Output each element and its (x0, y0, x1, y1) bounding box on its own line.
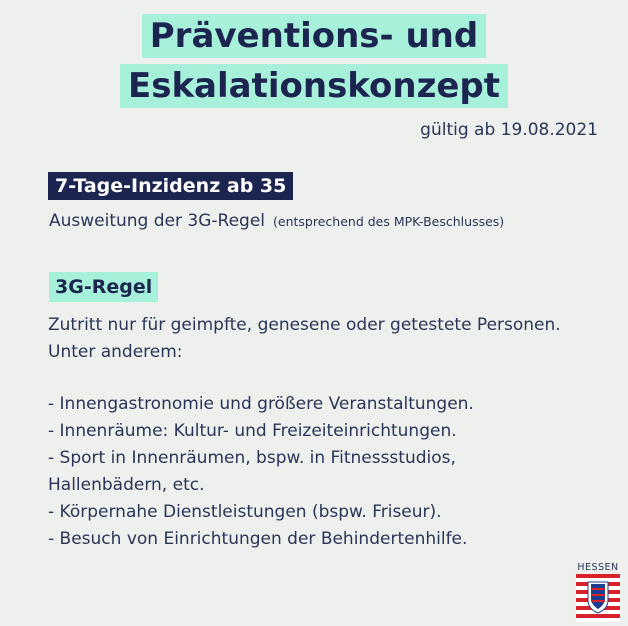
3g-intro-line-2: Unter anderem: (48, 342, 183, 362)
incidence-text (49, 211, 504, 231)
incidence-main-text: Ausweitung der 3G-Regel (49, 211, 266, 231)
3g-body (48, 312, 608, 553)
list-item: - Besuch von Einrichtungen der Behindertenhilfe. (48, 529, 468, 549)
incidence-heading: 7-Tage-Inzidenz ab 35 (48, 172, 293, 200)
3g-intro-line-1: Zutritt nur für geimpfte, genesene oder getestete Personen. (48, 315, 561, 335)
title-line-2: Eskalationskonzept (120, 64, 508, 108)
list-item: Hallenbädern, etc. (48, 475, 205, 495)
spacer (48, 366, 608, 391)
list-item: - Innenräume: Kultur- und Freizeiteinrichtungen. (48, 421, 457, 441)
list-item: - Innengastronomie und größere Veranstaltungen. (48, 394, 474, 414)
title-line-1: Präventions- und (142, 14, 486, 58)
hessen-logo (576, 562, 620, 626)
hessen-lion-crest-icon (576, 574, 620, 622)
validity-date: gültig ab 19.08.2021 (420, 120, 598, 140)
list-item: - Körpernahe Dienstleistungen (bspw. Friseur). (48, 502, 442, 522)
hessen-logo-text: HESSEN (577, 562, 619, 573)
list-item: - Sport in Innenräumen, bspw. in Fitnessstudios, (48, 448, 456, 468)
page-title (0, 14, 628, 108)
incidence-note: (entsprechend des MPK-Beschlusses) (273, 214, 505, 229)
3g-heading: 3G-Regel (49, 272, 158, 302)
